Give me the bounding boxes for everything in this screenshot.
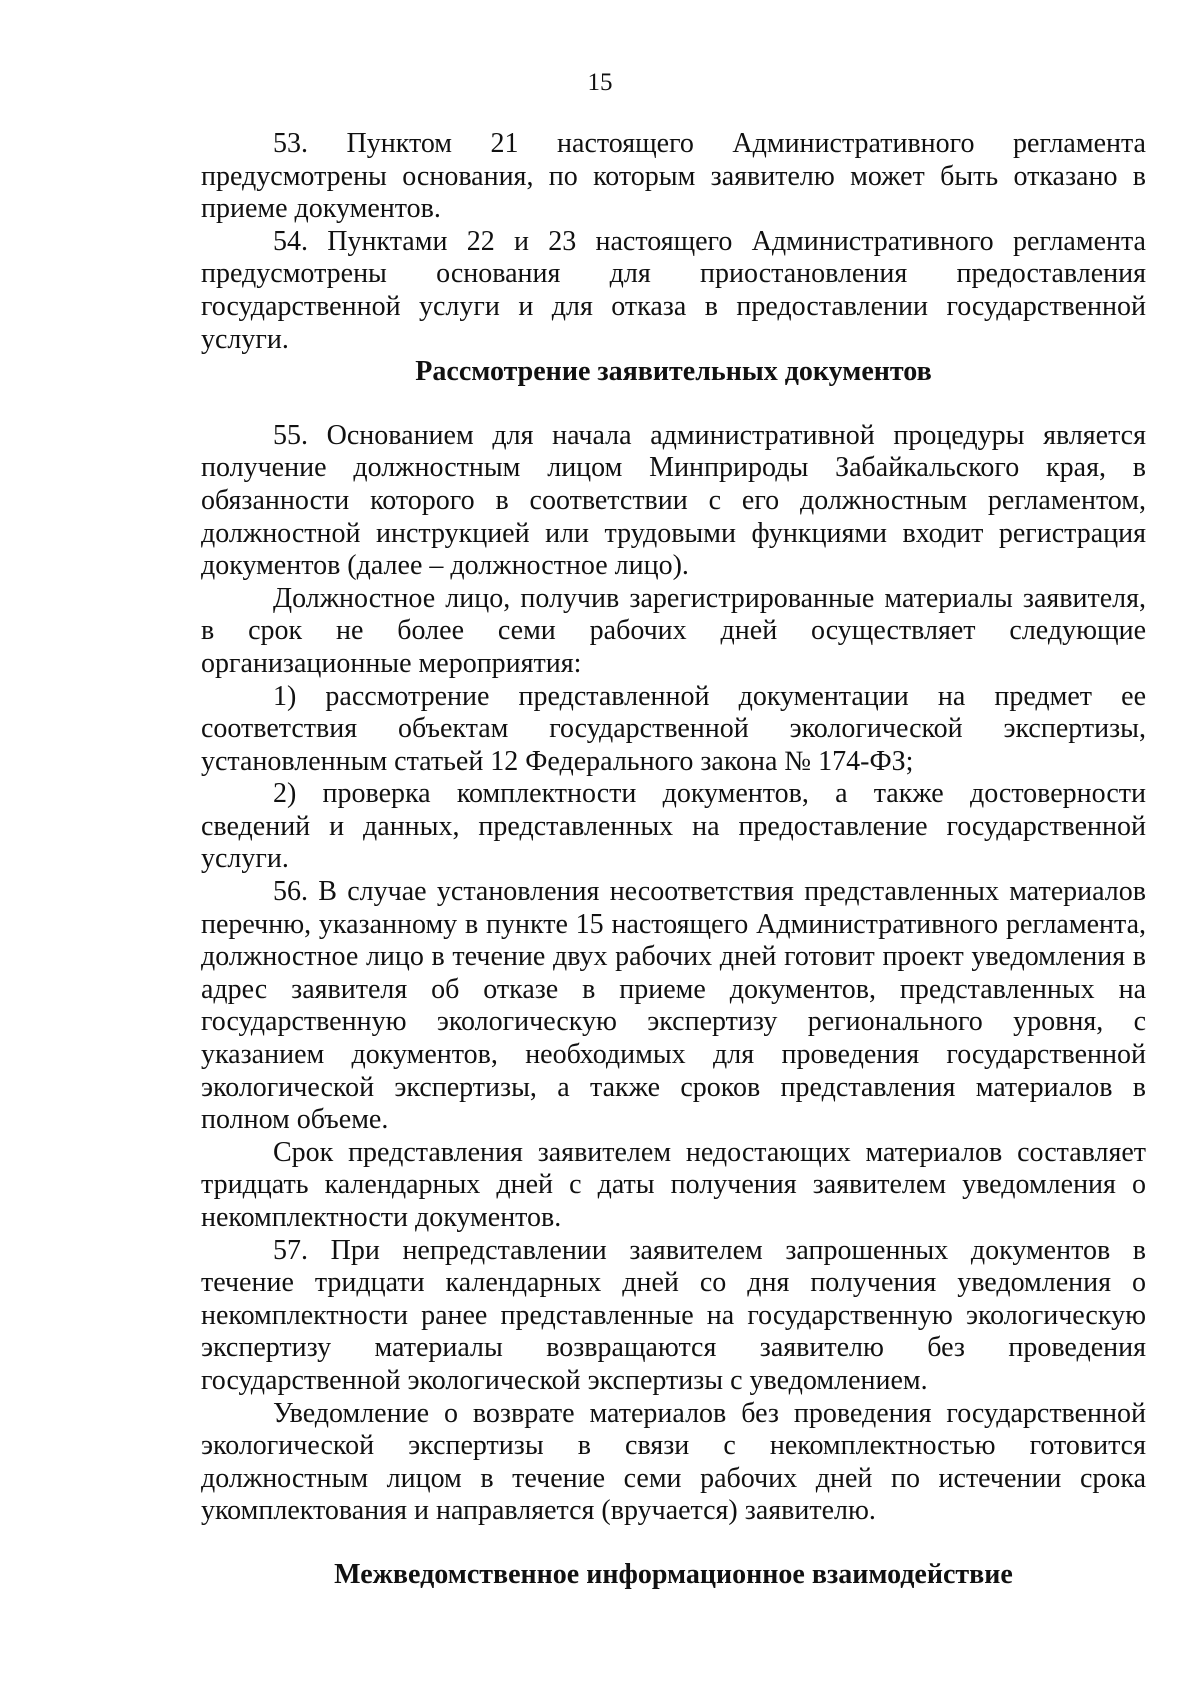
paragraph-55: 55. Основанием для начала административной процедуры является получение должностным лицом Минприроды Забайкальского края, в обязанности которого в соответствии с его должностным регламентом, должностной инструкцией или трудовыми функциями входит регистрация документов (далее – должностное лицо). <box>201 419 1146 582</box>
paragraph-56: 56. В случае установления несоответствия представленных материалов перечню, указанному в пункте 15 настоящего Административного регламента, должностное лицо в течение двух рабочих дней готовит проект уведомления в адрес заявителя об отказе в приеме документов, представленных на государственную экологическую экспертизу регионального уровня, с указанием документов, необходимых для проведения государственной экологической экспертизы, а также сроков представления материалов в полном объеме. <box>201 876 1146 1136</box>
paragraph-53: 53. Пунктом 21 настоящего Административного регламента предусмотрены основания, по которым заявителю может быть отказано в приеме документов. <box>201 128 1146 225</box>
paragraph-deadline: Срок представления заявителем недостающих материалов составляет тридцать календарных дней с даты получения заявителем уведомления о некомплектности документов. <box>201 1136 1146 1233</box>
section-heading-interagency: Межведомственное информационное взаимодействие <box>334 1558 1013 1590</box>
paragraph-return-notice: Уведомление о возврате материалов без проведения государственной экологической экспертизы в связи с некомплектностью готовится должностным лицом в течение семи рабочих дней по истечении срока укомплектования и направляется (вручается) заявителю. <box>201 1397 1146 1527</box>
document-body <box>201 128 1146 1592</box>
list-item-1: 1) рассмотрение представленной документации на предмет ее соответствия объектам государственной экологической экспертизы, установленным статьей 12 Федерального закона № 174-ФЗ; <box>201 680 1146 777</box>
paragraph-57: 57. При непредставлении заявителем запрошенных документов в течение тридцати календарных дней со дня получения уведомления о некомплектности ранее представленные на государственную экологическую экспертизу материалы возвращаются заявителю без проведения государственной экологической экспертизы с уведомлением. <box>201 1234 1146 1396</box>
page-number: 15 <box>587 69 613 96</box>
paragraph-54: 54. Пунктами 22 и 23 настоящего Административного регламента предусмотрены основания для приостановления предоставления государственной услуги и для отказа в предоставлении государственной услуги. <box>201 225 1146 355</box>
section-heading-review: Рассмотрение заявительных документов <box>415 356 932 388</box>
paragraph-official-actions: Должностное лицо, получив зарегистрированные материалы заявителя, в срок не более семи рабочих дней осуществляет следующие организационные мероприятия: <box>201 582 1146 679</box>
list-item-2: 2) проверка комплектности документов, а также достоверности сведений и данных, представленных на предоставление государственной услуги. <box>201 778 1146 875</box>
